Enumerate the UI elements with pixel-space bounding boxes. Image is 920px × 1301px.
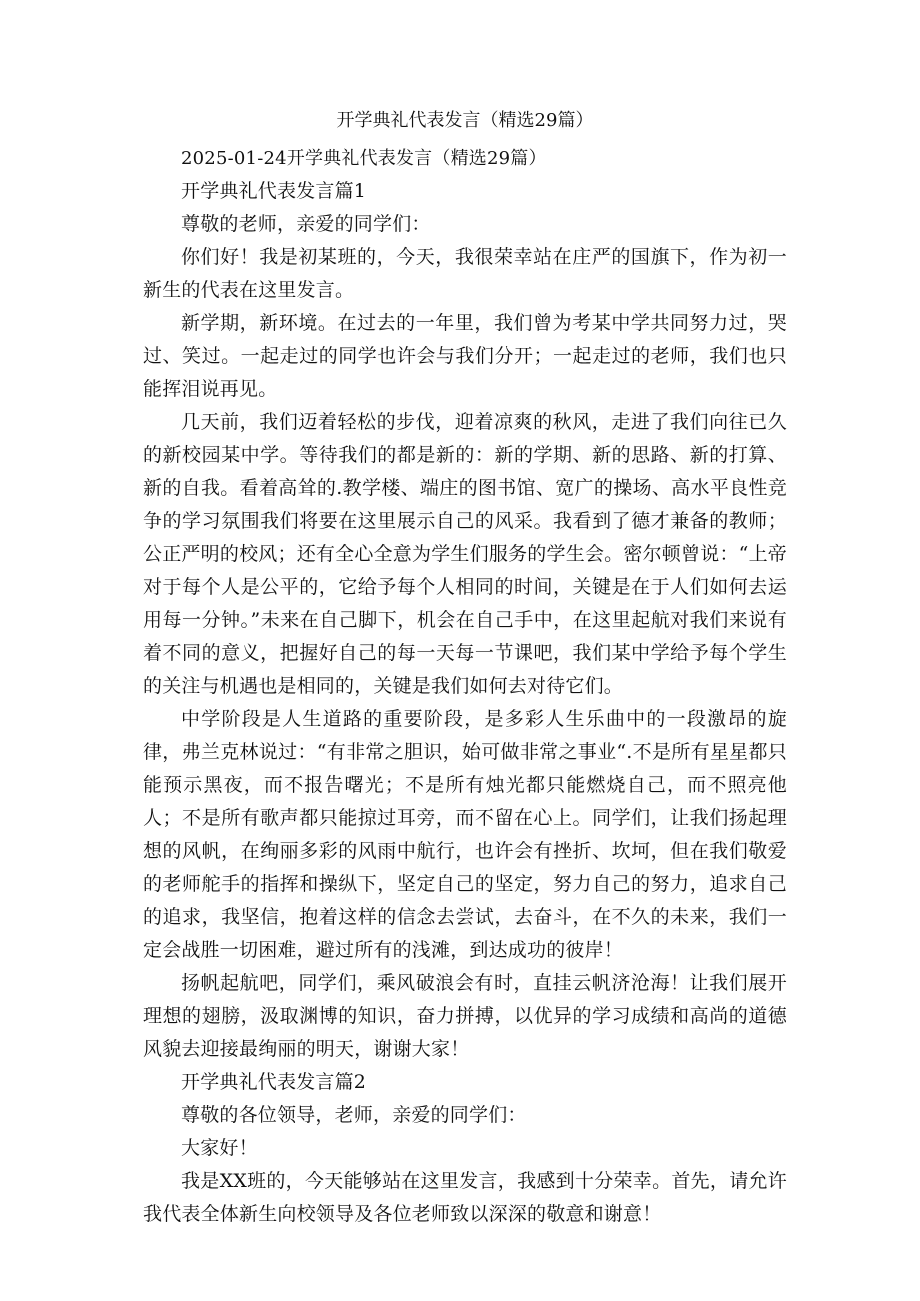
- salutation-1: 尊敬的老师，亲爱的同学们：: [181, 213, 431, 235]
- document-title: 开学典礼代表发言（精选29篇）: [336, 110, 594, 131]
- paragraph: 新学期，新环境。在过去的一年里，我们曾为考某中学共同努力过，哭过、笑过。一起走过的同学也许会与我们分开；一起走过的老师，我们也只能挥泪说再见。: [143, 312, 787, 400]
- salutation-2: 尊敬的各位领导，老师，亲爱的同学们：: [181, 1104, 527, 1126]
- paragraph: 中学阶段是人生道路的重要阶段，是多彩人生乐曲中的一段激昂的旋律，弗兰克林说过：“有非常之胆识，始可做非常之事业“.不是所有星星都只能预示黑夜，而不报告曙光；不是所有烛光都只能燃烧自己，而不照亮他人；不是所有歌声都只能掠过耳旁，而不留在心上。同学们，让我们扬起理想的风帆，在绚丽多彩的风雨中航行，也许会有挫折、坎坷，但在我们敬爱的老师舵手的指挥和操纵下，坚定自己的坚定，努力自己的努力，追求自己的追求，我坚信，抱着这样的信念去尝试，去奋斗，在不久的未来，我们一定会战胜一切困难，避过所有的浅滩，到达成功的彼岸！: [143, 708, 787, 961]
- greeting: 大家好！: [181, 1137, 258, 1159]
- paragraph: 我是XX班的，今天能够站在这里发言，我感到十分荣幸。首先，请允许我代表全体新生向校领导及各位老师致以深深的敬意和谢意！: [143, 1170, 787, 1225]
- section-heading-2: 开学典礼代表发言篇2: [181, 1071, 367, 1093]
- paragraph: 几天前，我们迈着轻松的步伐，迎着凉爽的秋风，走进了我们向往已久的新校园某中学。等待我们的都是新的：新的学期、新的思路、新的打算、新的自我。看着高耸的.教学楼、端庄的图书馆、宽广的操场、高水平良性竞争的学习氛围我们将要在这里展示自己的风采。我看到了德才兼备的教师；公正严明的校风；还有全心全意为学生们服务的学生会。密尔顿曾说：“上帝对于每个人是公平的，它给予每个人相同的时间，关键是在于人们如何去运用每一分钟。”未来在自己脚下，机会在自己手中，在这里起航对我们来说有着不同的意义，把握好自己的每一天每一节课吧，我们某中学给予每个学生的关注与机遇也是相同的，关键是我们如何去对待它们。: [143, 411, 787, 697]
- document-content: [143, 106, 787, 1231]
- date-line: 2025-01-24开学典礼代表发言（精选29篇）: [181, 148, 547, 169]
- section-heading-1: 开学典礼代表发言篇1: [181, 180, 367, 202]
- paragraph: 扬帆起航吧，同学们，乘风破浪会有时，直挂云帆济沧海！让我们展开理想的翅膀，汲取渊博的知识，奋力拼搏，以优异的学习成绩和高尚的道德风貌去迎接最绚丽的明天，谢谢大家！: [143, 972, 787, 1060]
- paragraph: 你们好！我是初某班的，今天，我很荣幸站在庄严的国旗下，作为初一新生的代表在这里发言。: [143, 246, 787, 301]
